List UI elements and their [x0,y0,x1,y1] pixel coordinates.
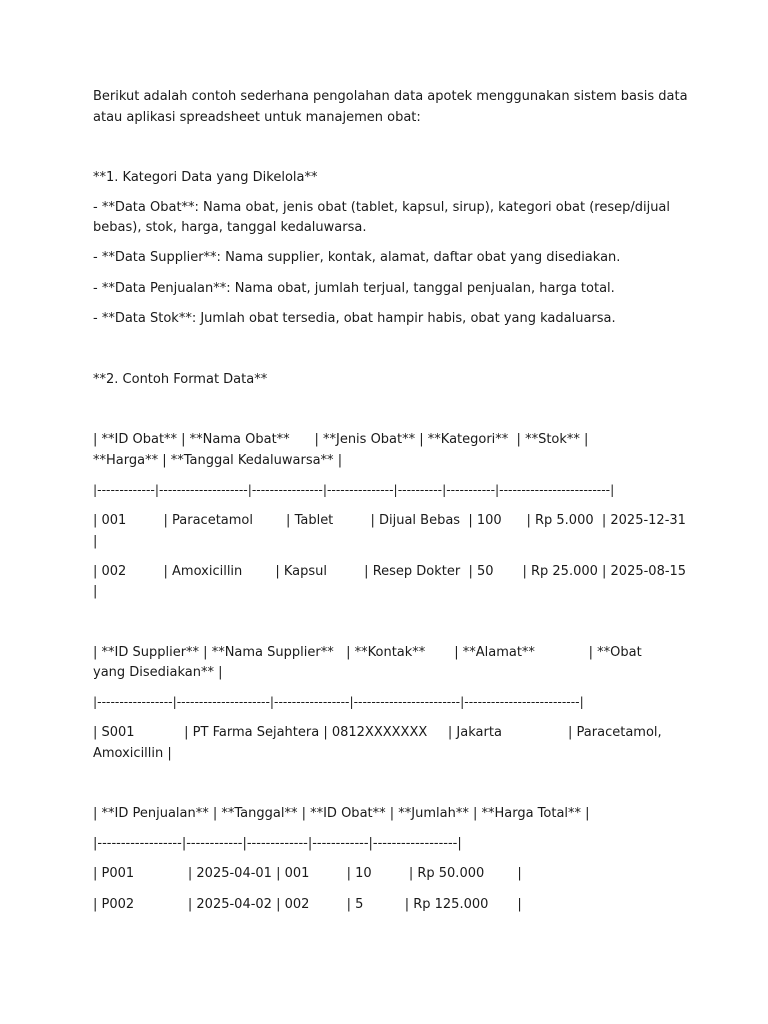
penjualan-table-row-2: | P002 | 2025-04-02 | 002 | 5 | Rp 125.000 | [93,897,522,912]
supplier-table-row-1: | S001 | PT Farma Sejahtera | 0812XXXXXXX | Jakarta | Paracetamol, [93,725,662,740]
bullet-data-supplier: - **Data Supplier**: Nama supplier, kontak, alamat, daftar obat yang disediakan. [93,250,621,265]
supplier-table-separator: |-----------------|---------------------|-----------------|------------------------|--------------------------| [93,695,584,709]
section-heading-1: **1. Kategori Data yang Dikelola** [93,170,318,185]
supplier-table-header-1: | **ID Supplier** | **Nama Supplier** | **Kontak** | **Alamat** | **Obat [93,645,642,660]
bullet-data-stok: - **Data Stok**: Jumlah obat tersedia, obat hampir habis, obat yang kadaluarsa. [93,311,616,326]
bullet-data-obat-1: - **Data Obat**: Nama obat, jenis obat (tablet, kapsul, sirup), kategori obat (resep/dijual [93,200,671,215]
supplier-table-header-2: yang Disediakan** | [93,665,223,680]
obat-table-row-2: | 002 | Amoxicillin | Kapsul | Resep Dokter | 50 | Rp 25.000 | 2025-08-15 [93,564,687,579]
supplier-table-row-1-end: Amoxicillin | [93,746,172,761]
obat-table-separator: |-------------|--------------------|----------------|---------------|----------|-----------|-------------------------| [93,483,615,497]
bullet-data-obat-2: bebas), stok, harga, tanggal kedaluwarsa. [93,220,367,235]
obat-table-row-2-end: | [93,584,98,599]
obat-table-row-1: | 001 | Paracetamol | Tablet | Dijual Bebas | 100 | Rp 5.000 | 2025-12-31 [93,513,686,528]
obat-table-header-1: | **ID Obat** | **Nama Obat** | **Jenis Obat** | **Kategori** | **Stok** | [93,432,589,447]
obat-table-row-1-end: | [93,534,98,549]
penjualan-table-separator: |------------------|------------|-------------|------------|------------------| [93,836,462,851]
penjualan-table-header: | **ID Penjualan** | **Tanggal** | **ID Obat** | **Jumlah** | **Harga Total** | [93,806,590,821]
section-heading-2: **2. Contoh Format Data** [93,372,268,387]
penjualan-table-row-1: | P001 | 2025-04-01 | 001 | 10 | Rp 50.000 | [93,866,522,881]
intro-line-2: atau aplikasi spreadsheet untuk manajemen obat: [93,110,421,125]
obat-table-header-2: **Harga** | **Tanggal Kedaluwarsa** | [93,453,343,468]
bullet-data-penjualan: - **Data Penjualan**: Nama obat, jumlah terjual, tanggal penjualan, harga total. [93,281,615,296]
intro-line-1: Berikut adalah contoh sederhana pengolahan data apotek menggunakan sistem basis data [93,89,688,104]
